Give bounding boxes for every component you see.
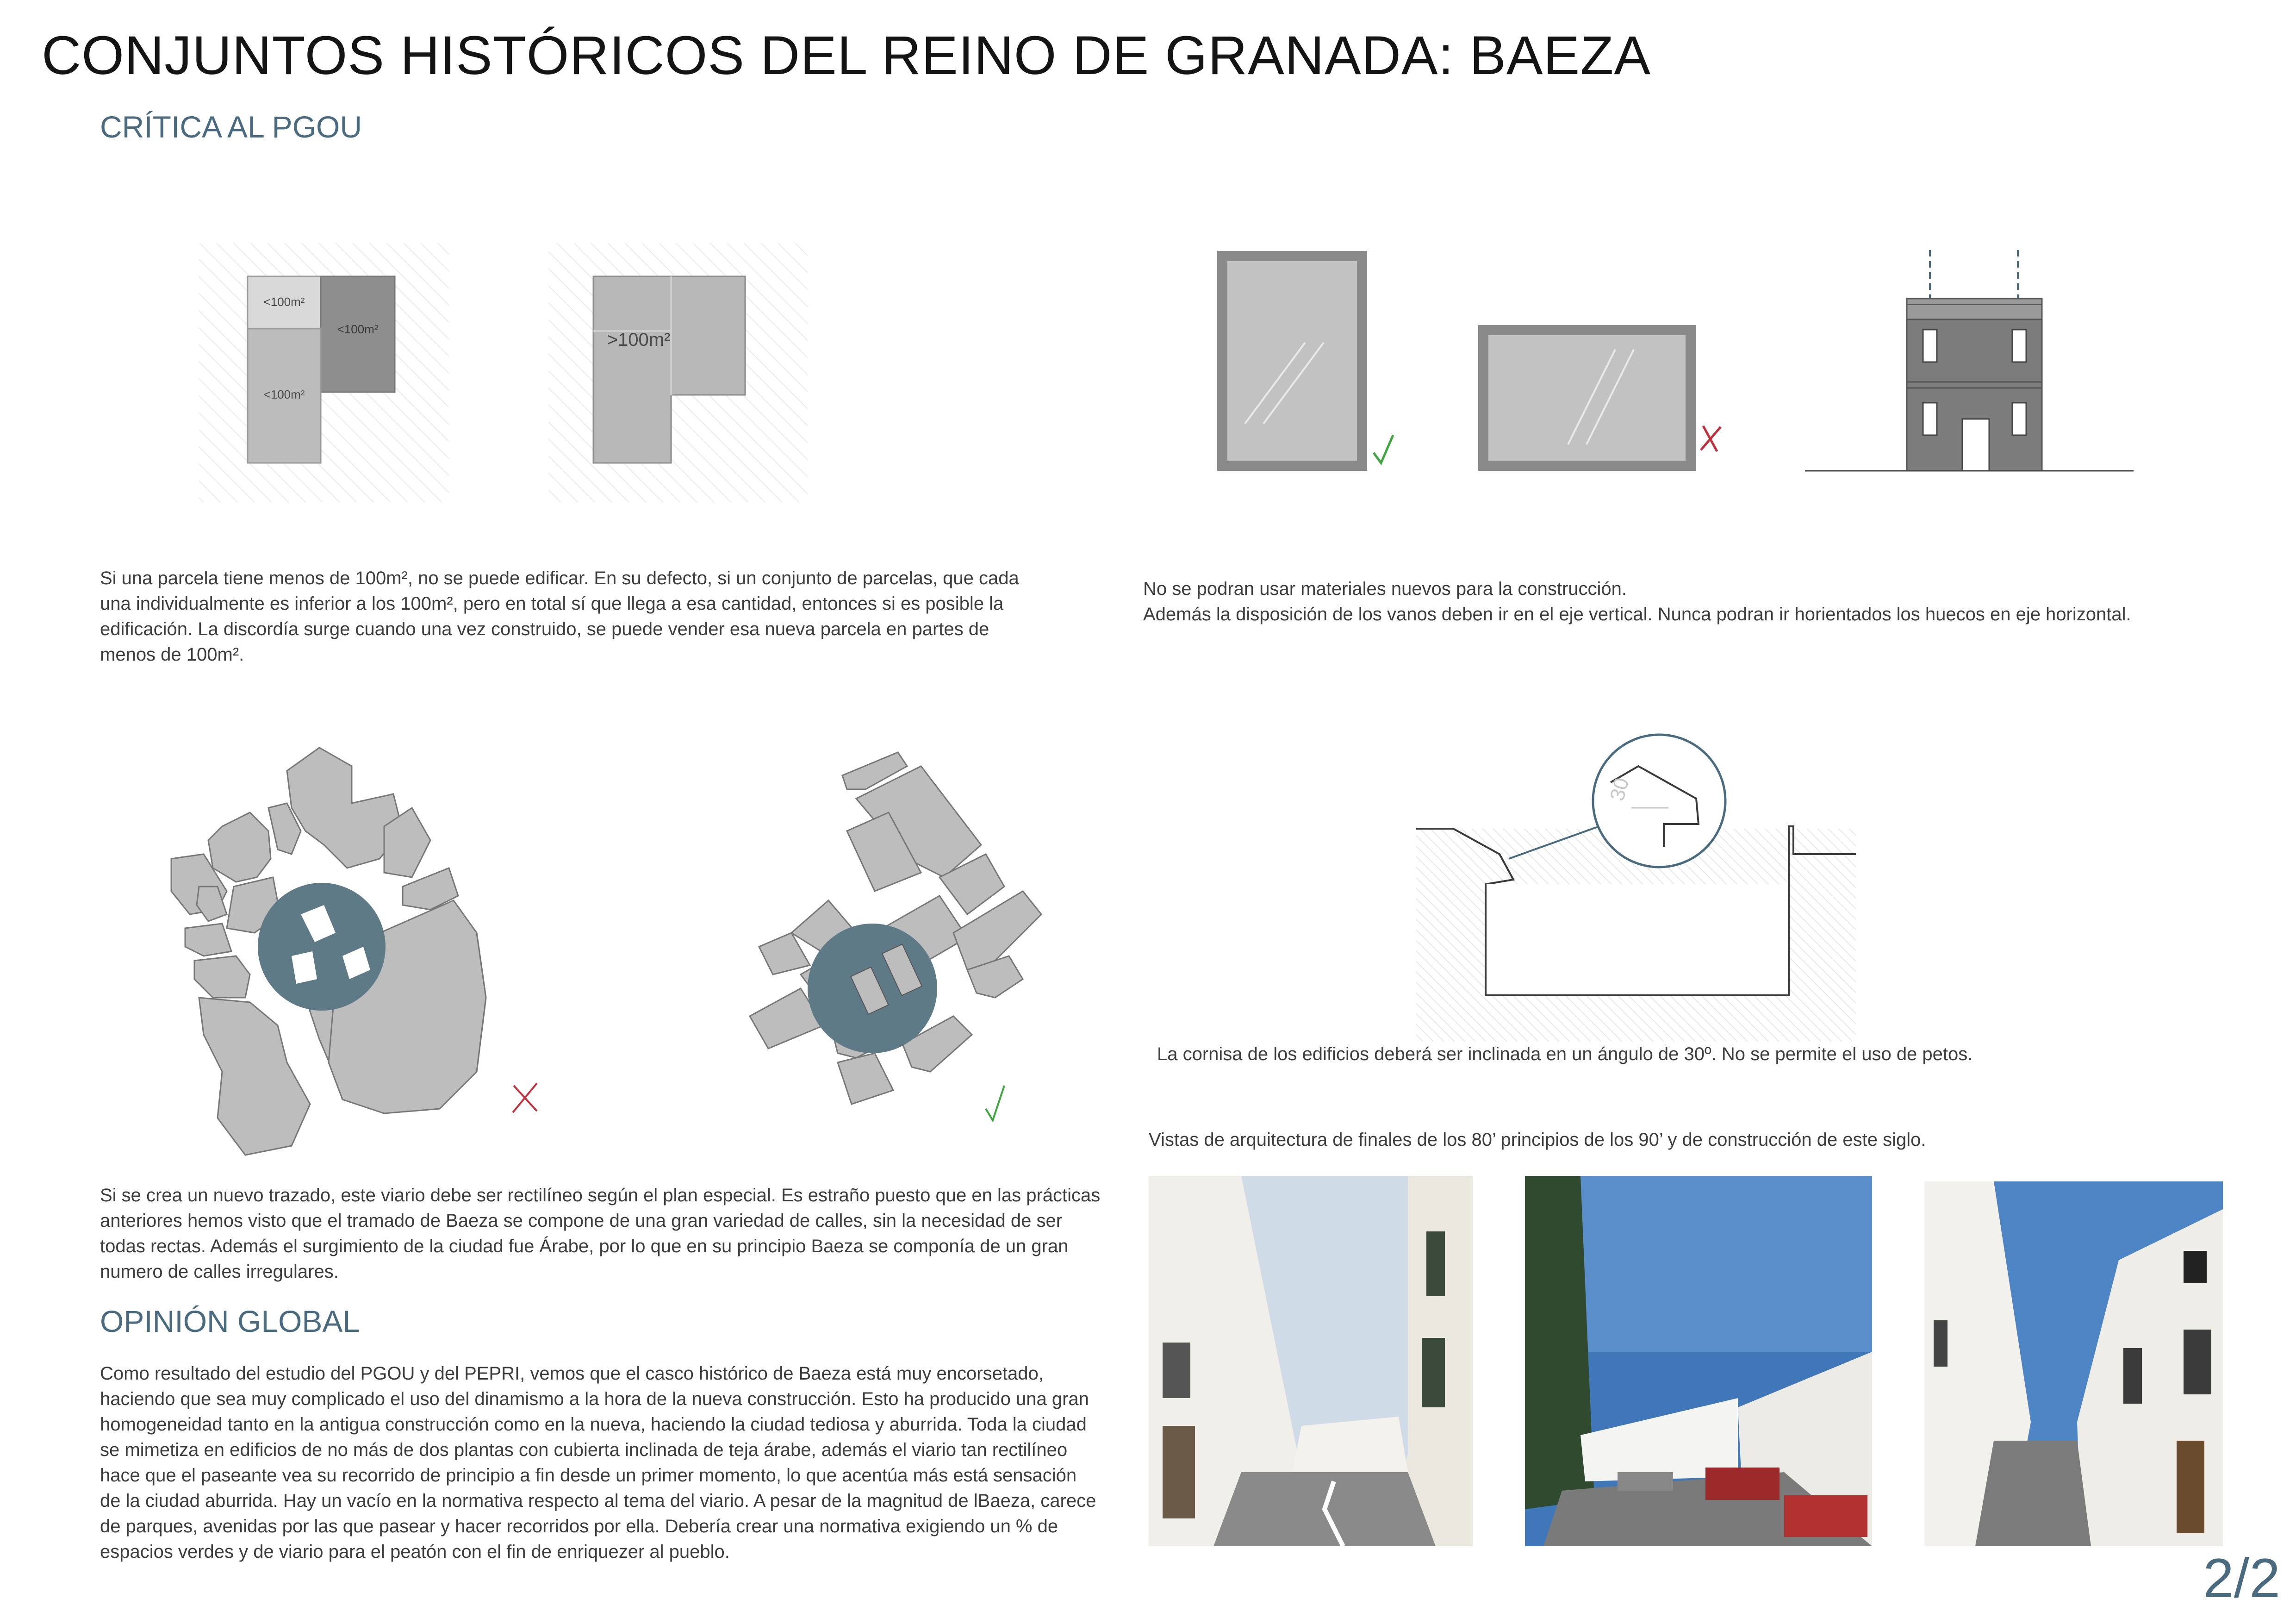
page-number: 2/2 <box>2203 1547 2280 1609</box>
street-maps <box>153 738 1092 1169</box>
parcel-label-2: <100m² <box>337 322 379 336</box>
materials-text: No se podran usar materiales nuevos para la construcción. Además la disposición de los vanos deben ir en el eje vertical. Nunca podran ir horientados los huecos en eje horizontal. <box>1143 579 2131 625</box>
street-photo-1 <box>1149 1176 1473 1546</box>
cornice-diagram <box>1416 731 1865 1046</box>
street-text: Si se crea un nuevo trazado, este viario debe ser rectilíneo según el plan especial. Es estraño puesto que en las prácticas anteriores hemos visto que el tramado de Baeza se compone de una gran variedad de calles, sin la necesidad de ser todas rectas. Además el surgimiento de la ciudad fue Árabe, por lo que en su principio Baeza se componía de un gran numero de calles irregulares. <box>100 1185 1101 1282</box>
street-photo-3 <box>1924 1181 2223 1546</box>
cross-icon <box>1701 426 1721 451</box>
page-title: CONJUNTOS HISTÓRICOS DEL REINO DE GRANADA: BAEZA <box>42 25 1651 86</box>
check-icon-map <box>986 1086 1004 1120</box>
parcel-text: Si una parcela tiene menos de 100m², no se puede edificar. En su defecto, si un conjunto de parcelas, que cada una individualmente es inferior a los 100m², pero en total sí que llega a esa cantidad, entonces si es posible la edificación. La discordía surge cuando una vez construido, se puede vender esa nueva parcela en partes de menos de 100m². <box>100 568 1019 665</box>
opinion-heading: OPINIÓN GLOBAL <box>100 1304 360 1338</box>
detail-circle <box>1593 735 1725 867</box>
window-diagram <box>1203 241 2157 481</box>
parcel-diagram <box>194 238 815 507</box>
photos-caption: Vistas de arquitectura de finales de los 80’ principios de los 90’ y de construcción de este siglo. <box>1149 1130 1926 1150</box>
parcel-label-1: <100m² <box>263 295 305 309</box>
opinion-text: Como resultado del estudio del PGOU y del PEPRI, vemos que el casco histórico de Baeza está muy encorsetado, haciendo que sea muy complicado el uso del dinamismo a la hora de la nueva construcción. Esto ha producido una gran homogeneidad tanto en la antigua construcción como en la nueva, haciendo la ciudad tediosa y aburrida. Toda la ciudad se mimetiza en edificios de no más de dos plantas con cubierta inclinada de teja árabe, además el viario tan rectilíneo hace que el paseante vea su recorrido de principio a fin desde un primer momento, lo que acentúa más está sensación de la ciudad aburrida. Hay un vacío en la normativa respecto al tema del viario. A pesar de la magnitud de lBaeza, carece de parques, avenidas por las que pasear y hacer recorridos por ella. Debería crear una normativa exigiendo un % de espacios verdes y de viario para el peatón con el fin de enriquezer al pueblo. <box>100 1363 1096 1562</box>
cross-icon-map <box>513 1083 537 1112</box>
cornice-text: La cornisa de los edificios deberá ser inclinada en un ángulo de 30º. No se permite el uso de petos. <box>1157 1044 1973 1064</box>
check-icon <box>1374 435 1393 463</box>
parcel-label-large: >100m² <box>607 330 671 350</box>
facade-cornice <box>1907 299 2042 319</box>
angle-label: 30 <box>1605 775 1634 803</box>
highlight-circle-irregular <box>258 883 386 1011</box>
parcel-label-3: <100m² <box>263 387 305 401</box>
section-subtitle: CRÍTICA AL PGOU <box>100 110 362 144</box>
street-photo-2 <box>1525 1176 1872 1546</box>
